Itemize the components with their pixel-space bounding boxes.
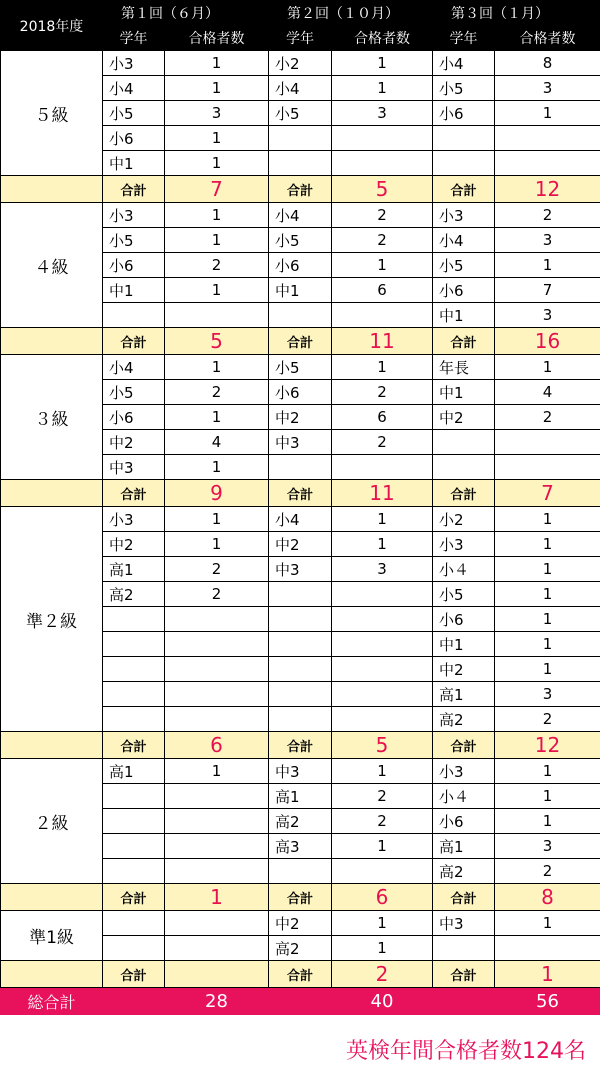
student-grade-cell: 小5 xyxy=(103,101,165,126)
student-grade-cell xyxy=(269,657,332,682)
subtotal-value: 6 xyxy=(332,884,433,911)
subtotal-value: 12 xyxy=(495,176,600,203)
pass-count-cell: 1 xyxy=(165,203,269,228)
student-grade-cell xyxy=(433,126,495,151)
student-grade-cell xyxy=(433,151,495,176)
pass-count-cell: 1 xyxy=(165,228,269,253)
pass-count-cell xyxy=(332,582,433,607)
pass-count-cell: 1 xyxy=(495,557,600,582)
pass-count-cell: 1 xyxy=(495,532,600,557)
pass-count-cell: 1 xyxy=(495,355,600,380)
student-grade-cell: 小4 xyxy=(433,228,495,253)
pass-count-cell xyxy=(165,911,269,936)
subtotal-value: 5 xyxy=(332,732,433,759)
student-grade-cell: 年長 xyxy=(433,355,495,380)
student-grade-cell xyxy=(269,303,332,328)
subtotal-label: 合計 xyxy=(433,480,495,507)
subtotal-row xyxy=(1,176,600,203)
pass-count-cell xyxy=(332,607,433,632)
pass-count-cell xyxy=(332,682,433,707)
student-grade-cell: 小3 xyxy=(103,203,165,228)
student-grade-cell: 小6 xyxy=(433,101,495,126)
pass-count-cell: 1 xyxy=(165,355,269,380)
student-grade-cell xyxy=(269,859,332,884)
student-grade-cell xyxy=(269,707,332,732)
pass-count-cell xyxy=(165,834,269,859)
pass-count-cell xyxy=(165,809,269,834)
student-grade-cell xyxy=(103,834,165,859)
student-grade-cell: 高2 xyxy=(103,582,165,607)
pass-count-cell xyxy=(165,859,269,884)
student-grade-cell xyxy=(433,430,495,455)
pass-count-cell: 1 xyxy=(332,51,433,76)
student-grade-cell: 高1 xyxy=(433,682,495,707)
grade-level-label: ４級 xyxy=(1,203,103,328)
subtotal-label: 合計 xyxy=(269,328,332,355)
student-grade-cell xyxy=(103,809,165,834)
pass-count-cell: 4 xyxy=(165,430,269,455)
student-grade-cell: 小3 xyxy=(433,203,495,228)
pass-count-cell: 1 xyxy=(495,759,600,784)
pass-count-cell: 1 xyxy=(165,455,269,480)
student-grade-cell: 中2 xyxy=(269,532,332,557)
subtotal-row xyxy=(1,480,600,507)
pass-count-cell: 1 xyxy=(165,151,269,176)
student-grade-cell: 高2 xyxy=(433,707,495,732)
student-grade-cell: 中1 xyxy=(103,151,165,176)
grade-level-label: ３級 xyxy=(1,355,103,480)
student-grade-cell xyxy=(269,682,332,707)
pass-count-cell: 1 xyxy=(165,278,269,303)
subtotal-value: 2 xyxy=(332,961,433,988)
student-grade-cell: 中1 xyxy=(103,278,165,303)
pass-count-cell: 2 xyxy=(165,557,269,582)
pass-count-cell: 1 xyxy=(165,507,269,532)
student-grade-cell xyxy=(103,607,165,632)
pass-count-cell xyxy=(332,657,433,682)
student-grade-cell: 小5 xyxy=(103,380,165,405)
subtotal-blank xyxy=(1,884,103,911)
pass-count-cell: 3 xyxy=(495,682,600,707)
student-grade-cell xyxy=(269,582,332,607)
grand-total-row xyxy=(1,988,600,1015)
pass-count-cell: 1 xyxy=(495,101,600,126)
student-grade-cell: 高2 xyxy=(269,936,332,961)
pass-count-cell: 2 xyxy=(332,809,433,834)
student-grade-cell xyxy=(433,936,495,961)
student-grade-cell: 高3 xyxy=(269,834,332,859)
pass-count-cell: 2 xyxy=(495,707,600,732)
student-grade-cell: 中2 xyxy=(269,911,332,936)
pass-count-cell xyxy=(165,936,269,961)
student-grade-cell xyxy=(269,455,332,480)
pass-count-cell xyxy=(495,151,600,176)
data-row xyxy=(1,759,600,784)
subtotal-label: 合計 xyxy=(433,961,495,988)
pass-count-cell: 6 xyxy=(332,278,433,303)
subtotal-label: 合計 xyxy=(433,732,495,759)
student-grade-cell: 中1 xyxy=(433,632,495,657)
student-grade-cell: 小5 xyxy=(433,253,495,278)
pass-count-cell: 2 xyxy=(165,582,269,607)
subtotal-label: 合計 xyxy=(269,884,332,911)
subtotal-blank xyxy=(1,328,103,355)
student-grade-cell: 中3 xyxy=(269,430,332,455)
subtotal-label: 合計 xyxy=(269,176,332,203)
student-grade-cell: 中1 xyxy=(433,303,495,328)
pass-count-cell: 1 xyxy=(332,759,433,784)
subtotal-row xyxy=(1,732,600,759)
grade-level-label: ５級 xyxy=(1,51,103,176)
pass-count-cell: 3 xyxy=(495,228,600,253)
pass-count-cell: 2 xyxy=(495,203,600,228)
pass-count-cell xyxy=(165,303,269,328)
subtotal-value: 16 xyxy=(495,328,600,355)
student-grade-cell: 中2 xyxy=(103,532,165,557)
subtotal-value: 11 xyxy=(332,328,433,355)
student-grade-cell: 小5 xyxy=(433,76,495,101)
pass-count-cell: 1 xyxy=(495,253,600,278)
subtotal-value: 1 xyxy=(165,884,269,911)
student-grade-cell: 中3 xyxy=(103,455,165,480)
student-grade-cell: 小4 xyxy=(103,355,165,380)
student-grade-cell: 小6 xyxy=(103,253,165,278)
pass-count-cell xyxy=(165,682,269,707)
student-grade-cell: 小3 xyxy=(433,759,495,784)
student-grade-cell: 小2 xyxy=(269,51,332,76)
student-grade-cell: 小4 xyxy=(433,51,495,76)
pass-count-cell: 7 xyxy=(495,278,600,303)
grade-level-label: 準２級 xyxy=(1,507,103,732)
pass-count-cell xyxy=(165,632,269,657)
pass-count-cell xyxy=(495,455,600,480)
student-grade-cell: 小6 xyxy=(103,405,165,430)
student-grade-cell: 高2 xyxy=(269,809,332,834)
header-row-1 xyxy=(1,1,600,26)
subtotal-value xyxy=(165,961,269,988)
col-grade-header: 学年 xyxy=(103,26,165,51)
subtotal-value: 5 xyxy=(332,176,433,203)
student-grade-cell: 小2 xyxy=(433,507,495,532)
student-grade-cell: 中3 xyxy=(269,557,332,582)
pass-count-cell xyxy=(332,303,433,328)
student-grade-cell: 中2 xyxy=(103,430,165,455)
student-grade-cell: 小3 xyxy=(433,532,495,557)
pass-count-cell: 1 xyxy=(165,76,269,101)
grand-total-blank xyxy=(433,988,495,1015)
student-grade-cell: 小5 xyxy=(433,582,495,607)
student-grade-cell: 高1 xyxy=(103,557,165,582)
student-grade-cell: 中2 xyxy=(433,405,495,430)
subtotal-row xyxy=(1,961,600,988)
subtotal-label: 合計 xyxy=(103,176,165,203)
pass-count-cell xyxy=(332,632,433,657)
subtotal-blank xyxy=(1,961,103,988)
pass-count-cell: 1 xyxy=(165,532,269,557)
pass-count-cell: 1 xyxy=(495,784,600,809)
student-grade-cell: 小6 xyxy=(433,809,495,834)
pass-count-cell: 6 xyxy=(332,405,433,430)
student-grade-cell: 小6 xyxy=(269,253,332,278)
pass-count-cell: 3 xyxy=(495,76,600,101)
pass-count-cell: 1 xyxy=(165,51,269,76)
student-grade-cell: 小5 xyxy=(269,355,332,380)
grade-level-label: ２級 xyxy=(1,759,103,884)
student-grade-cell: 小6 xyxy=(103,126,165,151)
pass-count-cell: 1 xyxy=(332,76,433,101)
pass-count-cell: 2 xyxy=(165,380,269,405)
pass-count-cell xyxy=(332,707,433,732)
pass-count-cell xyxy=(332,151,433,176)
student-grade-cell: 小5 xyxy=(269,101,332,126)
student-grade-cell: 小6 xyxy=(433,278,495,303)
student-grade-cell xyxy=(433,455,495,480)
student-grade-cell xyxy=(269,151,332,176)
pass-count-cell xyxy=(495,126,600,151)
pass-count-cell: 2 xyxy=(332,430,433,455)
pass-count-cell xyxy=(495,936,600,961)
student-grade-cell xyxy=(269,126,332,151)
student-grade-cell xyxy=(103,859,165,884)
data-row xyxy=(1,911,600,936)
subtotal-label: 合計 xyxy=(103,961,165,988)
student-grade-cell xyxy=(269,632,332,657)
pass-count-cell: 2 xyxy=(495,405,600,430)
pass-count-cell: 1 xyxy=(495,632,600,657)
pass-count-cell: 2 xyxy=(332,784,433,809)
pass-count-cell: 1 xyxy=(332,936,433,961)
pass-count-cell: 1 xyxy=(165,126,269,151)
pass-count-cell: 1 xyxy=(495,507,600,532)
pass-count-cell: 1 xyxy=(332,507,433,532)
subtotal-value: 12 xyxy=(495,732,600,759)
data-row xyxy=(1,507,600,532)
data-row xyxy=(1,51,600,76)
student-grade-cell xyxy=(103,303,165,328)
pass-count-cell: 3 xyxy=(165,101,269,126)
pass-count-cell: 2 xyxy=(332,203,433,228)
col-count-header: 合格者数 xyxy=(165,26,269,51)
subtotal-label: 合計 xyxy=(433,176,495,203)
subtotal-value: 8 xyxy=(495,884,600,911)
subtotal-label: 合計 xyxy=(103,884,165,911)
pass-count-cell: 3 xyxy=(332,101,433,126)
fiscal-year: 2018年度 xyxy=(1,1,103,51)
student-grade-cell: 中1 xyxy=(433,380,495,405)
student-grade-cell xyxy=(103,657,165,682)
student-grade-cell: 小6 xyxy=(433,607,495,632)
subtotal-row xyxy=(1,884,600,911)
pass-count-cell xyxy=(165,657,269,682)
pass-count-cell: 4 xyxy=(495,380,600,405)
col-grade-header: 学年 xyxy=(433,26,495,51)
subtotal-value: 11 xyxy=(332,480,433,507)
pass-count-cell: 1 xyxy=(495,911,600,936)
pass-count-cell: 2 xyxy=(495,859,600,884)
student-grade-cell xyxy=(103,707,165,732)
pass-count-cell: 1 xyxy=(332,253,433,278)
subtotal-value: 7 xyxy=(165,176,269,203)
student-grade-cell: 中3 xyxy=(269,759,332,784)
student-grade-cell: 小4 xyxy=(103,76,165,101)
grand-total-blank xyxy=(103,988,165,1015)
student-grade-cell xyxy=(269,607,332,632)
grand-total-value: 56 xyxy=(495,988,600,1015)
subtotal-blank xyxy=(1,176,103,203)
pass-count-cell: 3 xyxy=(495,303,600,328)
student-grade-cell xyxy=(103,682,165,707)
subtotal-value: 1 xyxy=(495,961,600,988)
pass-count-cell xyxy=(165,784,269,809)
pass-count-cell xyxy=(165,607,269,632)
subtotal-label: 合計 xyxy=(269,732,332,759)
data-row xyxy=(1,355,600,380)
session-2-header: 第２回（１０月） xyxy=(269,1,433,26)
student-grade-cell: 小6 xyxy=(269,380,332,405)
student-grade-cell: 中1 xyxy=(269,278,332,303)
col-grade-header: 学年 xyxy=(269,26,332,51)
subtotal-blank xyxy=(1,732,103,759)
pass-count-cell: 2 xyxy=(332,228,433,253)
pass-count-cell: 1 xyxy=(495,607,600,632)
col-count-header: 合格者数 xyxy=(332,26,433,51)
subtotal-label: 合計 xyxy=(269,961,332,988)
pass-count-cell xyxy=(165,707,269,732)
grade-level-label: 準1級 xyxy=(1,911,103,961)
student-grade-cell: 高1 xyxy=(433,834,495,859)
subtotal-blank xyxy=(1,480,103,507)
student-grade-cell xyxy=(103,784,165,809)
student-grade-cell: 小4 xyxy=(269,76,332,101)
student-grade-cell: 小3 xyxy=(103,507,165,532)
subtotal-label: 合計 xyxy=(433,884,495,911)
pass-count-cell: 1 xyxy=(165,759,269,784)
pass-count-cell: 2 xyxy=(332,380,433,405)
student-grade-cell: 小3 xyxy=(103,51,165,76)
student-grade-cell: 小４ xyxy=(433,557,495,582)
subtotal-label: 合計 xyxy=(103,328,165,355)
student-grade-cell: 小４ xyxy=(433,784,495,809)
subtotal-label: 合計 xyxy=(269,480,332,507)
grand-total-value: 28 xyxy=(165,988,269,1015)
grand-total-value: 40 xyxy=(332,988,433,1015)
student-grade-cell xyxy=(103,911,165,936)
col-count-header: 合格者数 xyxy=(495,26,600,51)
subtotal-label: 合計 xyxy=(433,328,495,355)
pass-count-cell: 8 xyxy=(495,51,600,76)
pass-count-cell xyxy=(495,430,600,455)
session-1-header: 第１回（６月） xyxy=(103,1,269,26)
pass-count-cell: 1 xyxy=(495,657,600,682)
annual-total-text: 英検年間合格者数124名 xyxy=(346,1039,586,1064)
subtotal-value: 5 xyxy=(165,328,269,355)
pass-count-cell: 2 xyxy=(165,253,269,278)
grand-total-label: 総合計 xyxy=(1,988,103,1015)
pass-count-cell: 1 xyxy=(495,582,600,607)
student-grade-cell: 高1 xyxy=(103,759,165,784)
pass-count-cell: 1 xyxy=(332,532,433,557)
pass-count-cell: 1 xyxy=(332,834,433,859)
pass-count-cell: 1 xyxy=(165,405,269,430)
pass-count-cell: 1 xyxy=(332,355,433,380)
student-grade-cell xyxy=(103,632,165,657)
subtotal-label: 合計 xyxy=(103,480,165,507)
pass-count-cell: 3 xyxy=(332,557,433,582)
student-grade-cell: 高2 xyxy=(433,859,495,884)
pass-count-cell xyxy=(332,859,433,884)
pass-count-cell: 3 xyxy=(495,834,600,859)
subtotal-value: 7 xyxy=(495,480,600,507)
student-grade-cell: 小4 xyxy=(269,507,332,532)
data-row xyxy=(1,203,600,228)
student-grade-cell: 小5 xyxy=(103,228,165,253)
student-grade-cell: 中2 xyxy=(269,405,332,430)
student-grade-cell xyxy=(103,936,165,961)
pass-count-cell: 1 xyxy=(495,809,600,834)
subtotal-label: 合計 xyxy=(103,732,165,759)
subtotal-value: 6 xyxy=(165,732,269,759)
student-grade-cell: 高1 xyxy=(269,784,332,809)
student-grade-cell: 中2 xyxy=(433,657,495,682)
student-grade-cell: 小4 xyxy=(269,203,332,228)
subtotal-value: 9 xyxy=(165,480,269,507)
pass-count-cell xyxy=(332,455,433,480)
grand-total-blank xyxy=(269,988,332,1015)
session-3-header: 第３回（１月） xyxy=(433,1,600,26)
student-grade-cell: 小5 xyxy=(269,228,332,253)
subtotal-row xyxy=(1,328,600,355)
pass-count-cell: 1 xyxy=(332,911,433,936)
pass-count-cell xyxy=(332,126,433,151)
student-grade-cell: 中3 xyxy=(433,911,495,936)
